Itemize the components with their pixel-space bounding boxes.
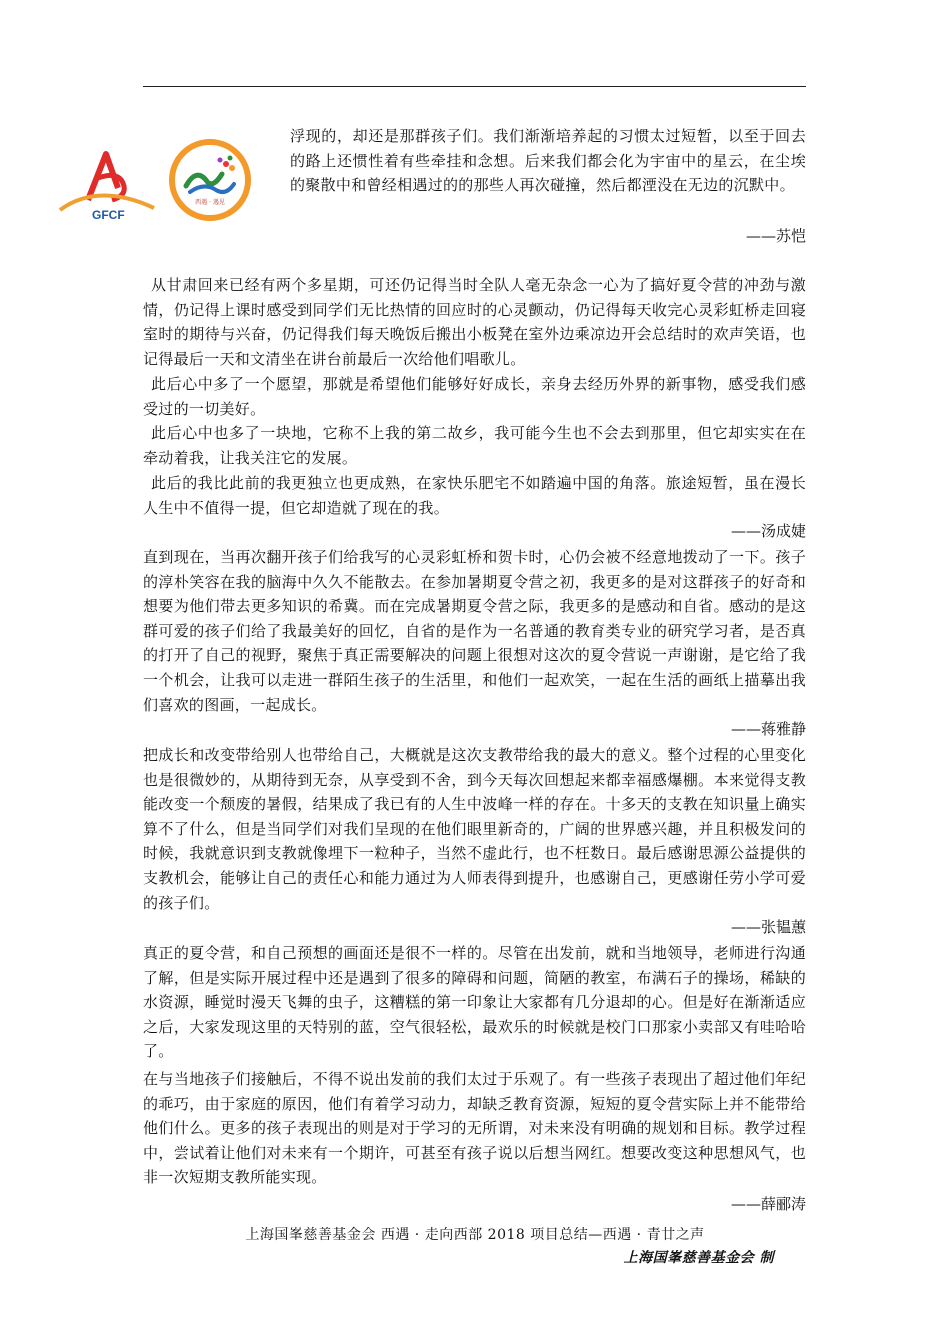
footer-publisher: 上海国峯慈善基金会 制 bbox=[623, 1250, 774, 1266]
paragraph-5: 此后的我比此前的我更独立也更成熟，在家快乐肥宅不如踏遍中国的角落。旅途短暂，虽在漫长人生中不值得一提，但它却造就了现在的我。 bbox=[143, 474, 806, 517]
xiyu-logo-mark bbox=[168, 138, 252, 222]
gfcf-logo-text: GFCF bbox=[92, 208, 125, 220]
signature-1: ——苏恺 bbox=[745, 227, 806, 245]
xiyu-logo-text: 西遇 · 遇见 bbox=[195, 199, 225, 206]
paragraph-7: 把成长和改变带给别人也带给自己，大概就是这次支教带给我的最大的意义。整个过程的心里变化也是很微妙的，从期待到无奈，从享受到不舍，到今天每次回想起来都幸福感爆棚。本来觉得支教能改变一个颓废的暑假，结果成了我已有的人生中波峰一样的存在。十多天的支教在知识量上确实算不了什么，但是当同学们对我们呈现的在他们眼里新奇的，广阔的世界感兴趣，并且积极发问的时候，我就意识到支教就像埋下一粒种子，当然不虚此行，也不枉数日。最后感谢思源公益提供的支教机会，能够让自己的责任心和能力通过为人师表得到提升，也感谢自己，更感谢任劳小学可爱的孩子们。 bbox=[143, 746, 806, 912]
signature-3: ——蒋雅静 bbox=[730, 720, 806, 738]
signature-5: ——薛郦涛 bbox=[730, 1195, 806, 1213]
xiyu-logo bbox=[168, 138, 252, 222]
header-rule bbox=[143, 86, 806, 87]
footer-title: 上海国峯慈善基金会 西遇 · 走向西部 2018 项目总结—西遇 · 青廿之声 bbox=[245, 1227, 705, 1243]
paragraph-1: 浮现的，却还是那群孩子们。我们渐渐培养起的习惯太过短暂，以至于回去的路上还惯性着有些牵挂和念想。后来我们都会化为宇宙中的星云，在尘埃的聚散中和曾经相遇过的的那些人再次碰撞，然后都湮没在无边的沉默中。 bbox=[290, 127, 806, 195]
paragraph-4: 此后心中也多了一块地，它称不上我的第二故乡，我可能今生也不会去到那里，但它却实实在在牵动着我，让我关注它的发展。 bbox=[143, 424, 806, 467]
signature-2: ——汤成婕 bbox=[730, 522, 806, 540]
paragraph-2: 从甘肃回来已经有两个多星期，可还仍记得当时全队人毫无杂念一心为了搞好夏令营的冲劲与激情，仍记得上课时感受到同学们无比热情的回应时的心灵颤动，仍记得每天收完心灵彩虹桥走回寝室时的期待与兴奋，仍记得我们每天晚饭后搬出小板凳在室外边乘凉边开会总结时的欢声笑语，也记得最后一天和文清坐在讲台前最后一次给他们唱歌儿。 bbox=[143, 276, 806, 368]
paragraph-3: 此后心中多了一个愿望，那就是希望他们能够好好成长，亲身去经历外界的新事物，感受我们感受过的一切美好。 bbox=[143, 375, 806, 418]
paragraph-9: 在与当地孩子们接触后，不得不说出发前的我们太过于乐观了。有一些孩子表现出了超过他们年纪的乖巧，由于家庭的原因，他们有着学习动力，却缺乏教育资源，短短的夏令营实际上并不能带给他们什么。更多的孩子表现出的则是对于学习的无所谓，对未来没有明确的规划和目标。教学过程中，尝试着让他们对未来有一个期许，可甚至有孩子说以后想当网红。想要改变这种思想风气，也非一次短期支教所能实现。 bbox=[143, 1070, 806, 1187]
gfcf-logo bbox=[58, 148, 158, 220]
paragraph-6: 直到现在，当再次翻开孩子们给我写的心灵彩虹桥和贺卡时，心仍会被不经意地拨动了一下。孩子的淳朴笑容在我的脑海中久久不能散去。在参加暑期夏令营之初，我更多的是对这群孩子的好奇和想要为他们带去更多知识的希冀。而在完成暑期夏令营之际，我更多的是感动和自省。感动的是这群可爱的孩子们给了我最美好的回忆，自省的是作为一名普通的教育类专业的研究学习者，是否真的打开了自己的视野，聚焦于真正需要解决的问题上很想对这次的夏令营说一声谢谢，是它给了我一个机会，让我可以走进一群陌生孩子的生活里，和他们一起欢笑，一起在生活的画纸上描摹出我们喜欢的图画，一起成长。 bbox=[143, 548, 806, 714]
gfcf-logo-mark bbox=[58, 148, 158, 220]
paragraph-8: 真正的夏令营，和自己预想的画面还是很不一样的。尽管在出发前，就和当地领导，老师进行沟通了解，但是实际开展过程中还是遇到了很多的障碍和问题，简陋的教室，布满石子的操场，稀缺的水资源，睡觉时漫天飞舞的虫子，这糟糕的第一印象让大家都有几分退却的心。但是好在渐渐适应之后，大家发现这里的天特别的蓝，空气很轻松，最欢乐的时候就是校门口那家小卖部又有哇哈哈了。 bbox=[143, 944, 806, 1061]
signature-4: ——张韫蕙 bbox=[730, 918, 806, 936]
